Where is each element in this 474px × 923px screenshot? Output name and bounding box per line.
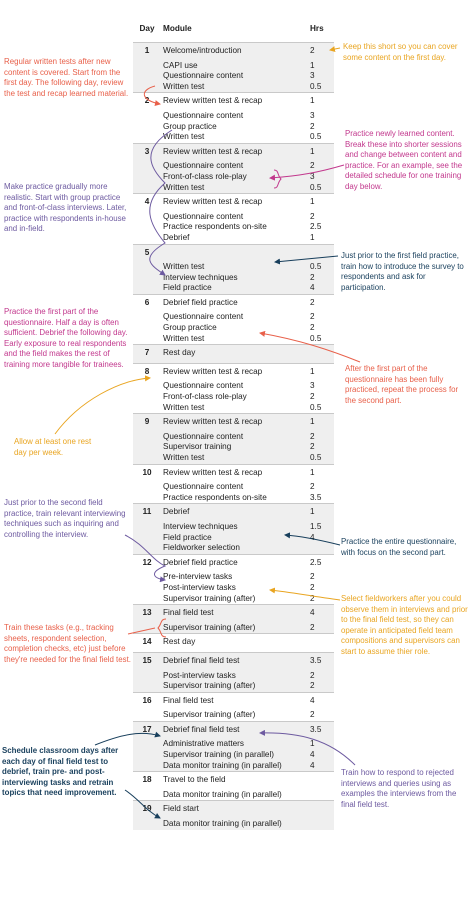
day-cell: 9 [133,414,161,432]
module-cell: Pre-interview tasks [163,572,233,582]
hours-cell: 3.5 [310,492,322,502]
hours-cell: 1 [306,194,334,212]
note-classroom-days: Schedule classroom days after each day of final field test to debrief, train pre- and post-interviewing tasks and retrain topics that need improvement. [2,746,119,798]
arrow-practice-content [270,165,344,178]
note-rest-day: Allow at least one rest day per week. [14,437,92,457]
module-cell: Questionnaire content [163,312,244,322]
module-cell: Post-interview tasks [161,671,306,682]
arrow-keep-short [330,48,340,50]
day-cell: 11 [133,504,161,522]
hours-cell: 1 [306,739,334,750]
hours-cell: 0.5 [306,82,334,93]
hours-cell: 0.5 [310,402,322,412]
hours-cell: 3.5 [306,652,334,670]
module-cell: Debrief field practice [161,554,306,572]
module-cell: Written test [163,132,205,142]
module-cell: Review written test & recap [161,414,306,432]
hours-cell: 1 [306,363,334,381]
hours-cell: 2 [310,121,315,131]
hours-cell: 2 [310,392,315,402]
hours-cell: 1 [310,232,315,242]
hours-cell: 2.5 [310,222,322,232]
hours-cell: 2 [306,681,334,692]
hours-cell: 2 [310,482,315,492]
module-cell: Supervisor training (after) [163,593,256,603]
note-select-fieldworkers: Select fieldworkers after you could observe them in interviews and prior to the final field test, so they can operate in anticipated field team compositions and supervisors can start to assume thier role. [341,594,468,656]
note-keep-short: Keep this short so you can cover some content on the first day. [343,42,458,62]
note-rejected-interviews: Train how to respond to rejected interviews and queries using as examples the interviews from the final field test. [341,768,457,809]
module-cell: Field start [161,801,306,819]
hours-cell: 3 [306,172,334,183]
hours-cell: 2 [310,710,315,720]
hours-cell: 3 [310,110,315,120]
day-cell: 8 [133,363,161,381]
module-cell: Review written test & recap [161,464,306,482]
day-cell: 7 [133,345,161,364]
module-cell: Final field test [161,692,306,710]
hours-cell: 2 [310,312,315,322]
module-cell: Questionnaire content [163,482,244,492]
module-cell: Field practice [161,533,306,544]
hours-cell: 4 [306,692,334,710]
hours-cell: 3.5 [306,721,334,739]
brace-train-tasks [158,619,166,637]
day-cell: 14 [133,634,161,653]
hours-cell: 0.5 [310,333,322,343]
module-cell: Review written test & recap [161,194,306,212]
module-cell: Practice respondents on-site [163,492,267,502]
module-cell: Interview techniques [161,522,306,533]
module-cell: Practice respondents on-site [163,222,267,232]
arrow-classroom-days [95,733,160,745]
day-cell: 3 [133,143,161,161]
hours-cell: 1 [306,504,334,522]
arrow-rejected-interviews [260,733,355,765]
hours-cell: 2 [306,161,334,172]
hours-cell: 0.5 [310,132,322,142]
hours-cell: 1 [306,464,334,482]
module-cell: Welcome/introduction [161,43,306,61]
module-cell: Written test [161,183,306,194]
note-practice-content: Practice newly learned content. Break these into shorter sessions and change between content and practice. For an example, see the detailed schedule for one training day below. [345,129,463,191]
day-cell: 10 [133,464,161,482]
module-cell: Questionnaire content [161,71,306,82]
module-cell: Front-of-class role-play [163,392,247,402]
hours-cell: 2 [306,43,334,61]
module-cell: Review written test & recap [161,363,306,381]
note-second-field-practice: Just prior to the second field practice, train relevant interviewing techniques such as inquiring and controlling the interview. [4,498,126,539]
module-cell: Written test [163,402,205,412]
module-cell: Data monitor training (in parallel) [161,761,306,772]
hours-cell: 4 [306,761,334,772]
hours-cell: 0.5 [306,183,334,194]
module-cell: Supervisor training (in parallel) [161,750,306,761]
day-cell: 16 [133,692,161,710]
day-cell: 13 [133,605,161,623]
hours-cell: 2 [306,273,334,284]
hours-cell: 2 [306,432,334,443]
hours-cell: 2 [306,294,334,312]
day-cell: 2 [133,93,161,111]
module-cell: Questionnaire content [163,381,244,391]
module-cell: Debrief field practice [161,294,306,312]
module-cell: Questionnaire content [163,211,244,221]
module-cell: Fieldworker selection [161,543,306,554]
module-cell: Review written test & recap [161,143,306,161]
module-cell: Written test [161,262,306,273]
hours-cell: 2 [306,623,334,634]
header-day: Day [139,23,155,33]
module-cell: Front-of-class role-play [161,172,306,183]
module-cell: Field practice [161,283,306,294]
day-cell: 15 [133,652,161,670]
day-cell: 1 [133,43,161,61]
hours-cell: 2 [306,671,334,682]
module-cell: Post-interview tasks [163,582,236,592]
hours-cell: 2 [310,582,315,592]
arrow-second-field-practice [125,535,165,580]
module-cell: Questionnaire content [163,110,244,120]
note-entire-questionnaire: Practice the entire questionnaire, with focus on the second part. [341,537,457,557]
module-cell: Questionnaire content [161,161,306,172]
header-hrs: Hrs [310,23,324,33]
note-train-tasks: Train these tasks (e.g., tracking sheets, respondent selection, completion checks, etc) just before they're needed for the final field test. [4,623,131,664]
day-cell: 17 [133,721,161,739]
brace-day3 [274,170,281,188]
module-cell: CAPI use [161,61,306,72]
hours-cell: 1 [306,93,334,111]
note-introduce-survey: Just prior to the first field practice, train how to introduce the survey to respondents and ask for participation. [341,251,464,292]
module-cell: Travel to the field [161,772,306,790]
module-cell: Interview techniques [161,273,306,284]
day-cell: 19 [133,801,161,819]
module-cell: Group practice [163,323,217,333]
hours-cell: 2 [310,323,315,333]
hours-cell: 1 [306,414,334,432]
arrow-repeat-process [260,333,360,362]
module-cell: Rest day [161,634,306,653]
note-gradual-practice: Make practice gradually more realistic. Start with group practice and front-of-class interviews. Later, practice with respondents in-house and in-field. [4,182,127,234]
module-cell: Debrief [161,504,306,522]
arrow-written-test [144,86,160,104]
day-cell: 12 [133,554,161,572]
day-cell: 18 [133,772,161,790]
hours-cell: 1 [306,61,334,72]
module-cell: Supervisor training (after) [161,681,306,692]
module-cell: Supervisor training [161,442,306,453]
module-cell: Review written test & recap [161,93,306,111]
day-cell: 6 [133,294,161,312]
hours-cell: 4 [306,605,334,623]
arrow-classroom-days-2 [125,790,160,818]
module-cell: Debrief final field test [161,652,306,670]
hours-cell: 2 [306,442,334,453]
module-cell: Written test [163,333,205,343]
arrow-train-tasks [128,628,155,634]
note-repeat-process: After the first part of the questionnaire has been fully practiced, repeat the process for the second part. [345,364,459,405]
hours-cell: 2 [310,593,315,603]
module-cell: Administrative matters [161,739,306,750]
header-module: Module [163,23,192,33]
module-cell: Group practice [163,121,217,131]
hours-cell: 2 [310,572,315,582]
arrow-introduce-survey [275,256,338,262]
arrow-rest-day [55,378,150,434]
module-cell: Debrief [163,232,190,242]
hours-cell: 4 [306,750,334,761]
hours-cell: 2 [310,211,315,221]
module-cell: Written test [161,453,306,464]
day-cell: 4 [133,194,161,212]
hours-cell: 3 [306,71,334,82]
hours-cell: 3 [310,381,315,391]
arrow-practice-chain [150,130,172,275]
note-written-tests: Regular written tests after new content is covered. Start from the first day. The following day, review the test and recap learned material. [4,57,129,98]
module-cell: Data monitor training (in parallel) [161,819,306,830]
module-cell: Supervisor training (after) [161,623,306,634]
module-cell: Rest day [161,345,306,364]
arrow-entire-questionnaire [285,535,340,545]
arrow-select-fieldworkers [270,590,340,600]
hours-cell: 0.5 [306,453,334,464]
module-cell: Debrief final field test [161,721,306,739]
hours-cell: 4 [306,283,334,294]
module-cell: Final field test [161,605,306,623]
hours-cell: 2.5 [306,554,334,572]
day-cell: 5 [133,244,161,262]
module-cell: Questionnaire content [161,432,306,443]
module-cell: Data monitor training (in parallel) [163,789,282,799]
note-first-part: Practice the first part of the questionnaire. Half a day is often sufficient. Debrief the following day. Early exposure to real respondents and the field makes the rest of training more tangible for trainees. [4,307,128,369]
module-cell: Written test [161,82,306,93]
hours-cell: 1 [306,143,334,161]
hours-cell: 4 [306,533,334,544]
hours-cell: 1.5 [306,522,334,533]
hours-cell: 0.5 [306,262,334,273]
module-cell: Supervisor training (after) [163,710,256,720]
